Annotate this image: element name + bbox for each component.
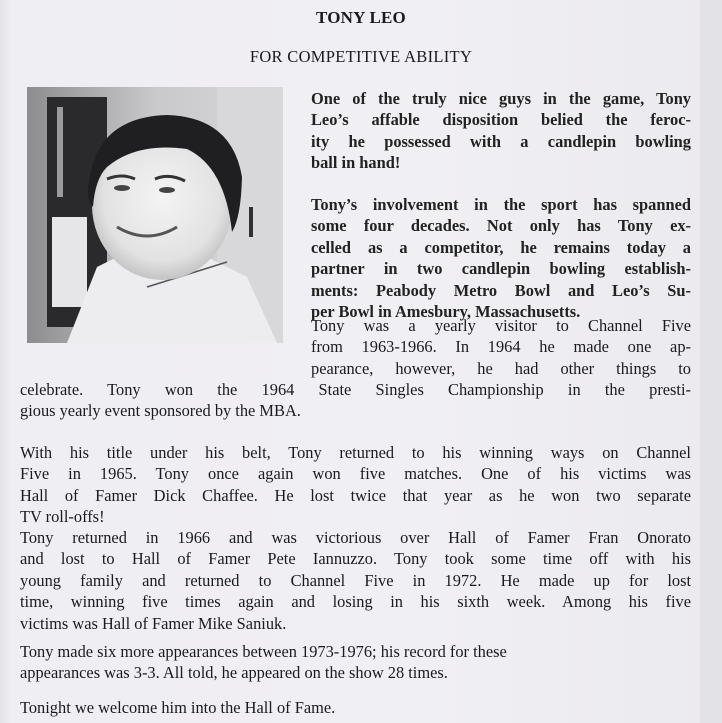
paragraph-intro bbox=[311, 88, 691, 174]
text-line: partner in two candlepin bowling establish- bbox=[311, 259, 691, 279]
portrait-photo-graphic bbox=[27, 87, 283, 343]
text-line: Leo’s affable disposition belied the feroc- bbox=[311, 110, 691, 130]
text-line: Tony was a yearly visitor to Channel Five bbox=[311, 316, 691, 335]
text-line: TV roll-offs! bbox=[20, 507, 105, 527]
text-line: per Bowl in Amesbury, Massachusetts. bbox=[311, 302, 581, 322]
paragraph-channel-five-early bbox=[311, 315, 691, 379]
text-line: gious yearly event sponsored by the MBA. bbox=[20, 401, 301, 421]
text-line: celebrate. Tony won the 1964 State Singles Championship in the presti- bbox=[20, 380, 691, 399]
text-line: from 1963-1966. In 1964 he made one ap- bbox=[311, 337, 691, 357]
page-gutter bbox=[700, 0, 722, 723]
paragraph-1973-1976 bbox=[20, 641, 691, 684]
text-line: victims was Hall of Famer Mike Saniuk. bbox=[20, 613, 287, 633]
text-line: young family and returned to Channel Five in 1972. He made up for lost bbox=[20, 570, 691, 590]
text-line: time, winning five times again and losing in his sixth week. Among his five bbox=[20, 592, 691, 612]
text-line: One of the truly nice guys in the game, Tony bbox=[311, 89, 691, 108]
paragraph-channel-five-early-cont bbox=[20, 379, 691, 422]
text-line: Tony made six more appearances between 1973-1976; his record for these bbox=[20, 642, 507, 661]
text-line: some four decades. Not only has Tony ex- bbox=[311, 216, 691, 236]
text-line: Five in 1965. Tony once again won five matches. One of his victims was bbox=[20, 464, 691, 484]
paragraph-1966-1972 bbox=[20, 527, 691, 634]
text-line: With his title under his belt, Tony returned to his winning ways on Channel bbox=[20, 443, 691, 462]
paragraph-closing bbox=[20, 697, 691, 718]
page-subtitle: FOR COMPETITIVE ABILITY bbox=[249, 47, 473, 66]
text-line: and lost to Hall of Famer Pete Iannuzzo. Tony took some time off with his bbox=[20, 549, 691, 569]
text-line: pearance, however, he had other things to bbox=[311, 358, 691, 378]
paragraph-involvement bbox=[311, 194, 691, 322]
text-line: ity he possessed with a candlepin bowling bbox=[311, 131, 691, 151]
page-title: TONY LEO bbox=[316, 8, 406, 27]
text-line: ball in hand! bbox=[311, 153, 401, 173]
paragraph-1965 bbox=[20, 442, 691, 528]
text-line: celled as a competitor, he remains today a bbox=[311, 237, 691, 257]
text-line: appearances was 3-3. All told, he appeared on the show 28 times. bbox=[20, 663, 448, 683]
text-line: Tonight we welcome him into the Hall of Fame. bbox=[20, 698, 336, 717]
text-line: ments: Peabody Metro Bowl and Leo’s Su- bbox=[311, 280, 691, 300]
portrait-photo bbox=[27, 87, 283, 343]
text-line: Tony’s involvement in the sport has spanned bbox=[311, 195, 691, 214]
text-line: Hall of Famer Dick Chaffee. He lost twice that year as he won two separate bbox=[20, 485, 691, 505]
text-line: Tony returned in 1966 and was victorious over Hall of Famer Fran Onorato bbox=[20, 528, 691, 547]
